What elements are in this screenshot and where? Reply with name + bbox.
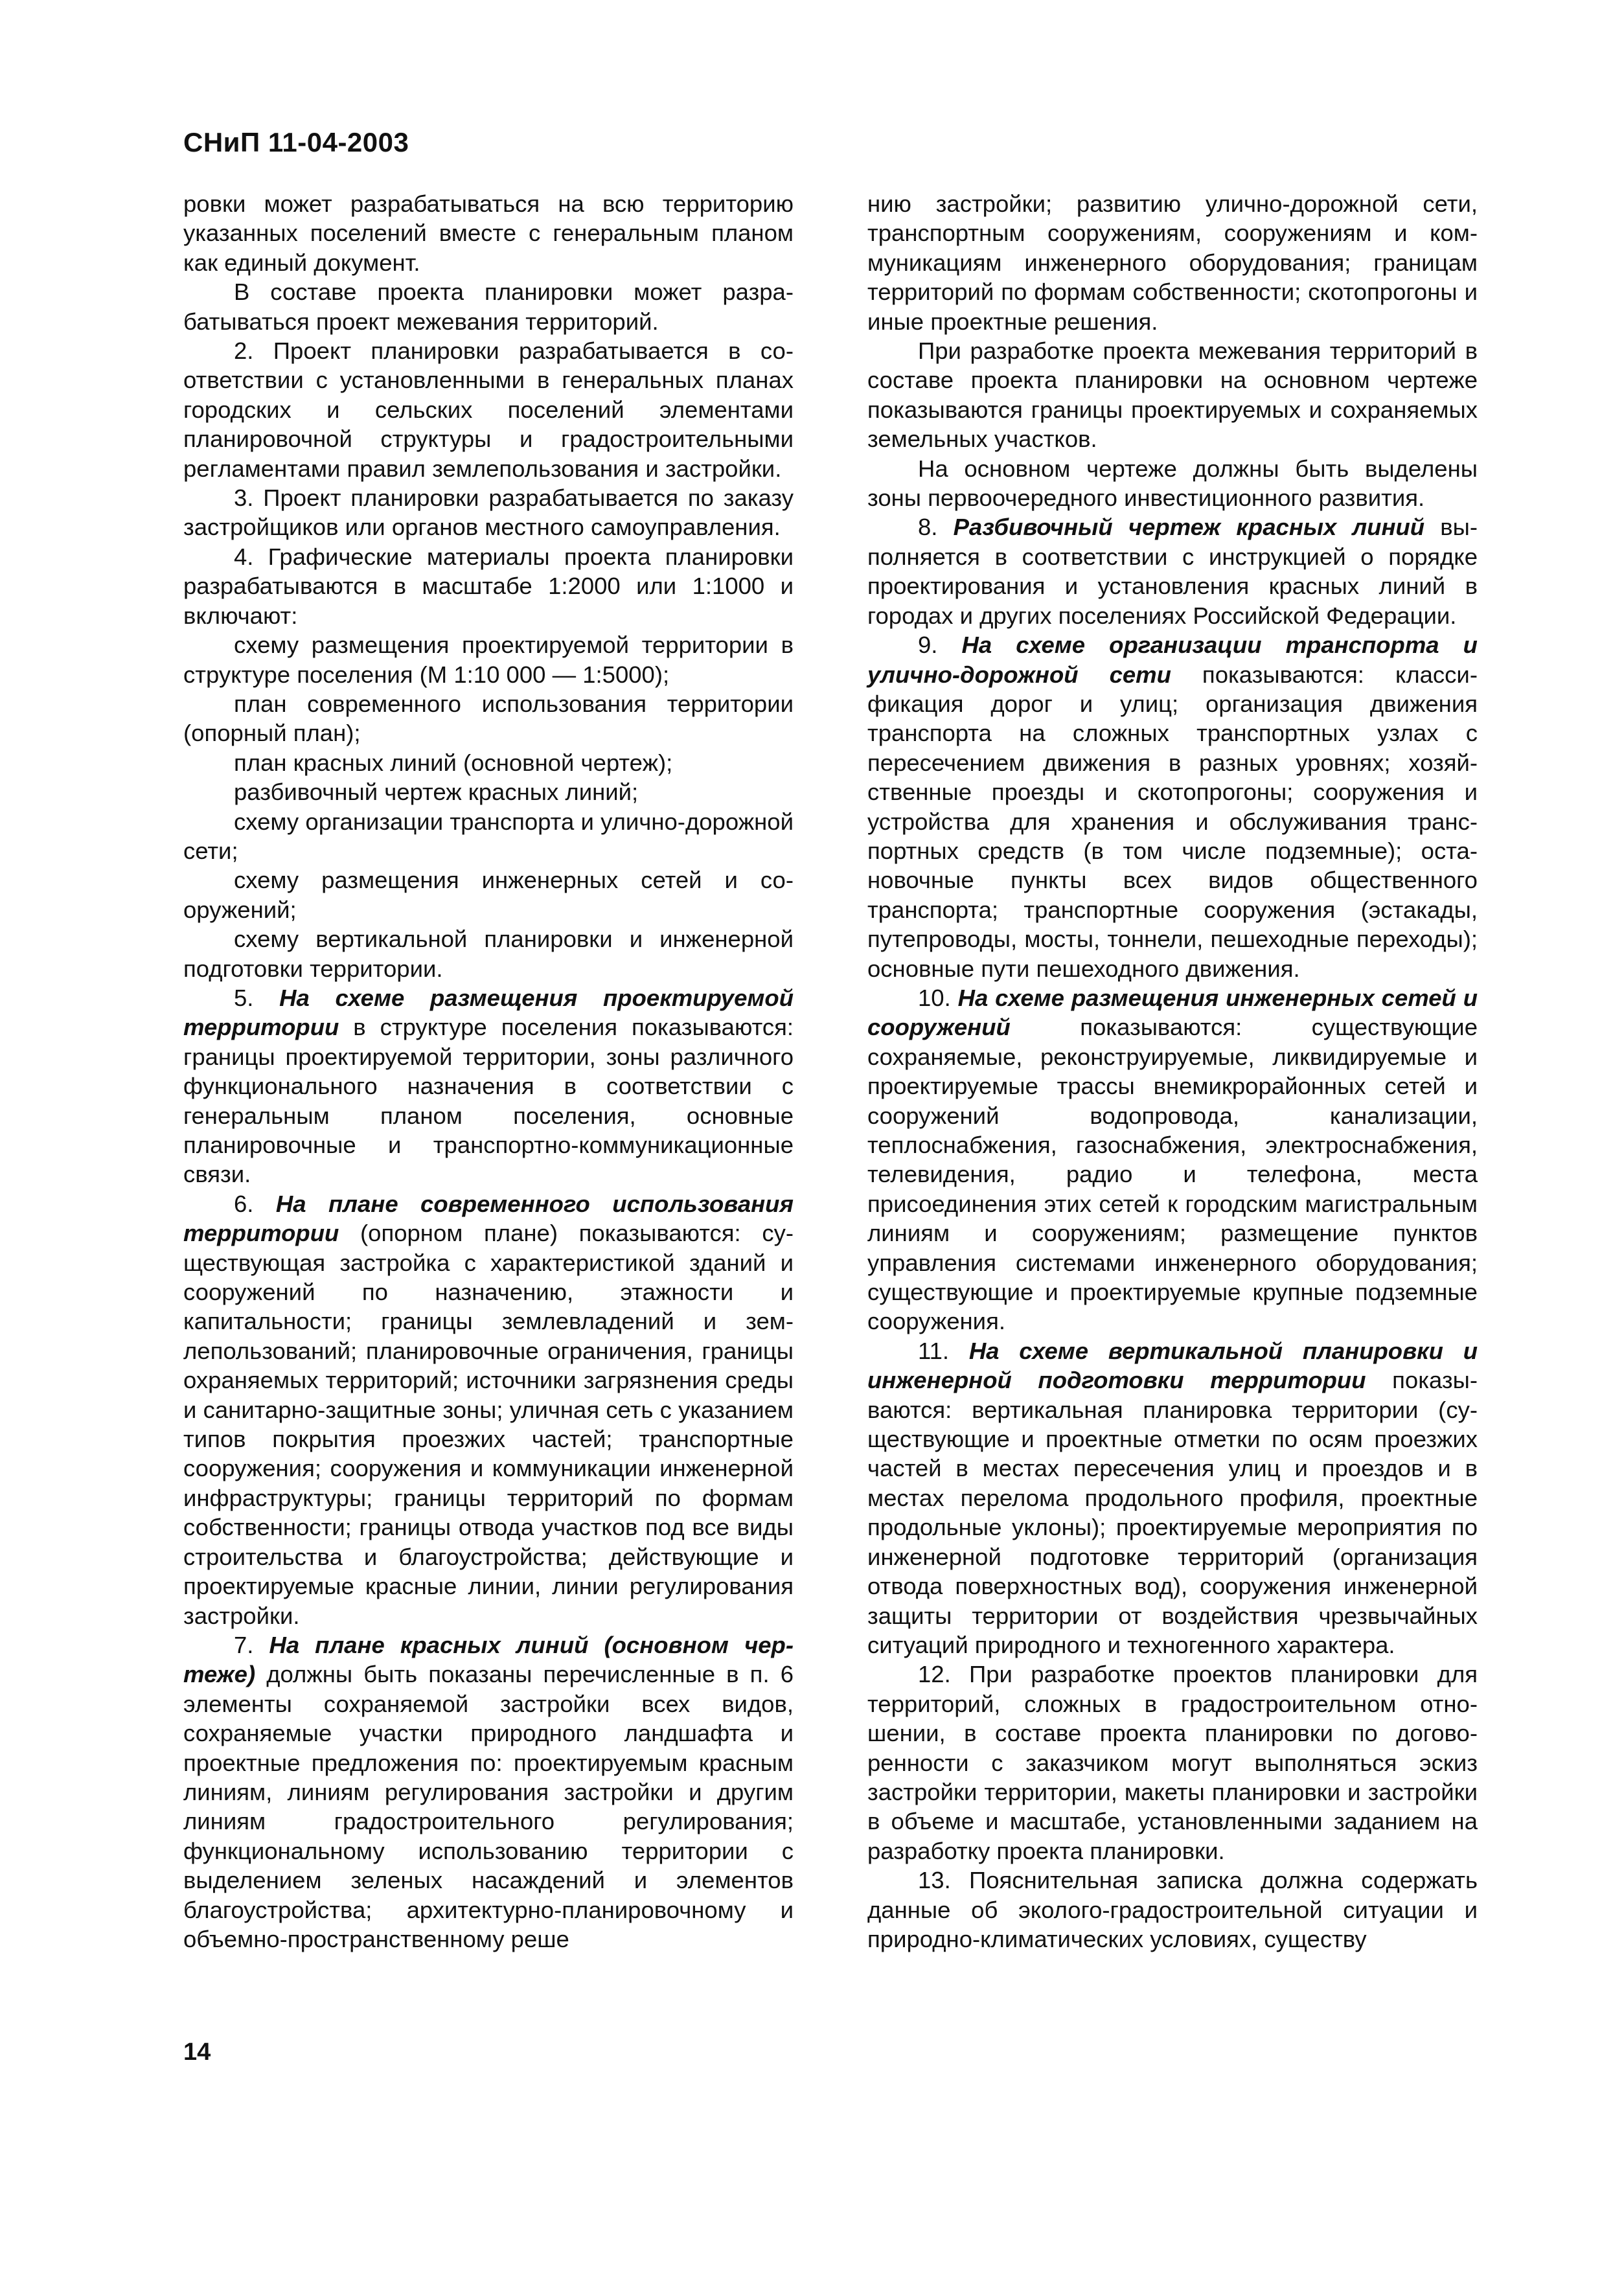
item-number: 10. [918,984,958,1011]
list-item: план современного использования территории (опорный план); [183,690,794,747]
paragraph-text: показываются: классификация дорог и улиц; организация движения транспорта на сложных транспортных узлах с пересечением движения в разных уровнях; хозяйственные проезды и скотопрогоны; сооружения и устройства для хранения и обслуживания транспортных средств (в том числе подземные); остановочные пункты всех видов общественного транспорта; транспортные сооружения (эстакады, путепроводы, мосты, тоннели, пешеходные переходы); основные пути пешеходного движения. [867,661,1478,982]
paragraph-text: (опорном плане) показываются: существующая застройка с характеристикой зданий и сооружений по назначению, этажности и капитальности; границы землевладений и землепользований; планировочные ограничения, границы охраняемых территорий; источники загрязнения среды и санитарно-защитные зоны; уличная сеть с указанием типов покрытия проезжих частей; транспортные сооружения; сооружения и коммуникации инженерной инфраструктуры; границы территорий по формам собственности; границы отвода участков под все виды строительства и благоустройства; действующие и проектируемые красные линии, линии регулирования застройки. [183,1220,794,1629]
section-term: На схеме организации транспорта и улично-дорожной сети [867,632,1478,688]
item-number: 5. [234,984,280,1011]
paragraph: 13. Пояснительная записка должна содержать данные об эколого-градостроительной ситуации и природно-климатических условиях, существу [867,1867,1478,1952]
paragraph-text: выполняется в соответствии с инструкцией о порядке проектирования и установления красных линий в городах и других поселениях Российской Федерации. [867,514,1478,629]
document-code-header: СНиП 11-04-2003 [183,127,409,157]
left-column [183,189,794,1954]
paragraph-text: должны быть показаны перечисленные в п. 6 элементы сохраняемой застройки всех видов, сохраняемые участки природного ландшафта и проектные предложения по: проектируемым красным линиям, линиям регулирования застройки и другим линиям градостроительного регулирования; функциональному использованию территории с выделением зеленых насаждений и элементов благоустройства; архитектурно-планировочному и объемно-пространственному реше [183,1661,794,1952]
list-item: схему организации транспорта и улично-дорожной сети; [183,808,794,864]
page-number: 14 [183,2038,211,2066]
list-item: схему размещения проектируемой территории в структуре поселения (М 1:10 000 — 1:5000); [183,632,794,688]
paragraph: нию застройки; развитию улично-дорожной сети, транспортным сооружениям, сооружениям и коммуникациям инженерного оборудования; границам территорий по формам собственности; скотопрогоны и иные проектные решения. [867,190,1478,335]
paragraph [183,1630,794,1954]
paragraph: ровки может разрабатываться на всю территорию указанных поселений вместе с генеральным планом как единый документ. [183,190,794,276]
paragraph: 2. Проект планировки разрабатывается в соответствии с установленными в генеральных планах городских и сельских поселений элементами планировочной структуры и градостроительными регламентами правил землепользования и застройки. [183,337,794,482]
item-number: 9. [918,632,962,659]
right-column [867,189,1478,1954]
paragraph: 3. Проект планировки разрабатывается по заказу застройщиков или органов местного самоуправления. [183,485,794,541]
list-item: схему размещения инженерных сетей и сооружений; [183,867,794,923]
section-term: На плане красных линий (основном чертеже) [183,1631,794,1688]
paragraph: При разработке проекта межевания территорий в составе проекта планировки на основном чертеже показываются границы проектируемых и сохраняемых земельных участков. [867,337,1478,453]
item-number: 7. [234,1631,269,1658]
paragraph: В составе проекта планировки может разрабатываться проект межевания территорий. [183,279,794,335]
paragraph [183,983,794,1189]
paragraph [867,512,1478,630]
paragraph [867,1336,1478,1660]
list-item: разбивочный чертеж красных линий; [234,779,639,806]
paragraph-text: показываются: существующие сохраняемые, реконструируемые, ликвидируемые и проектируемые трассы внемикрорайонных сетей и сооружений водопровода, канализации, теплоснабжения, газоснабжения, электроснабжения, телевидения, радио и телефона, места присоединения этих сетей к городским магистральным линиям и сооружениям; размещение пунктов управления системами инженерного оборудования; существующие и проектируемые крупные подземные сооружения. [867,1014,1478,1335]
section-term: На схеме вертикальной планировки и инженерной подготовки территории [867,1337,1478,1394]
section-term: На схеме размещения инженерных сетей и сооружений [867,984,1478,1041]
item-number: 8. [918,514,954,541]
item-number: 11. [918,1337,969,1364]
list-item: план красных линий (основной чертеж); [234,749,673,776]
list-item: схему вертикальной планировки и инженерной подготовки территории. [183,926,794,982]
paragraph [183,1189,794,1630]
paragraph [867,630,1478,983]
section-term: На плане современного использования территории [183,1190,794,1247]
paragraph: 12. При разработке проектов планировки для территорий, сложных в градостроительном отношении, в составе проекта планировки по договоренности с заказчиком могут выполняться эскиз застройки территории, макеты планировки и застройки в объеме и масштабе, установленными заданием на разработку проекта планировки. [867,1661,1478,1864]
paragraph-text: показываются: вертикальная планировка территории (существующие и проектные отметки по осям проезжих частей в местах пересечения улиц и проездов и в местах перелома продольного профиля, проектные продольные уклоны); проектируемые мероприятия по инженерной подготовке территорий (организация отвода поверхностных вод), сооружения инженерной защиты территории от воздействия чрезвычайных ситуаций природного и техногенного характера. [867,1367,1478,1658]
section-term: Разбивочный чертеж красных линий [953,514,1425,541]
paragraph: 4. Графические материалы проекта планировки разрабатываются в масштабе 1:2000 или 1:1000 и включают: [183,543,794,629]
paragraph: На основном чертеже должны быть выделены зоны первоочередного инвестиционного развития. [867,455,1478,512]
item-number: 6. [234,1190,276,1217]
paragraph-text: в структуре поселения показываются: границы проектируемой территории, зоны различного функционального назначения в соответствии с генеральным планом поселения, основные планировочные и транспортно-коммуникационные связи. [183,1014,794,1188]
section-term: На схеме размещения проектируемой территории [183,984,794,1041]
paragraph [867,983,1478,1336]
